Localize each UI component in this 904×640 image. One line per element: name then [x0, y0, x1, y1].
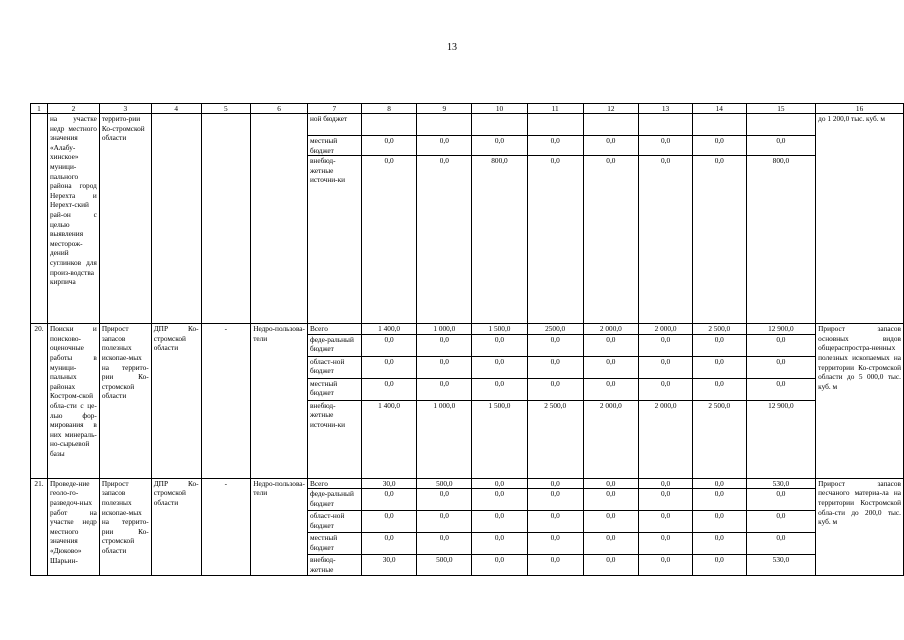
amount-cell: 0,0 — [527, 533, 583, 555]
row-number: 20. — [31, 324, 48, 479]
amount-cell: 0,0 — [417, 378, 472, 400]
column-header: 15 — [746, 104, 816, 114]
funding-source: област-ной бюджет — [307, 511, 361, 533]
funding-source: внебюд-жетные источни-ки — [307, 156, 361, 324]
amount-cell: 0,0 — [472, 533, 528, 555]
column-header: 9 — [417, 104, 472, 114]
amount-cell: 0,0 — [583, 533, 639, 555]
responsible-executor: ДПР Ко-стромской области — [151, 478, 201, 575]
amount-cell: 0,0 — [417, 489, 472, 511]
amount-cell: 0,0 — [472, 555, 528, 575]
amount-cell: 2 500,0 — [692, 324, 746, 335]
amount-cell: 0,0 — [527, 489, 583, 511]
amount-cell: 0,0 — [472, 478, 528, 489]
amount-cell: 12 900,0 — [746, 324, 816, 335]
column-header: 5 — [201, 104, 251, 114]
amount-cell: 0,0 — [417, 533, 472, 555]
amount-cell: 0,0 — [692, 555, 746, 575]
amount-cell: 0,0 — [583, 489, 639, 511]
participants: Недро-пользова-тели — [251, 478, 308, 575]
amount-cell: 0,0 — [527, 156, 583, 324]
amount-cell: 0,0 — [527, 555, 583, 575]
column-header: 6 — [251, 104, 308, 114]
amount-cell: 0,0 — [472, 136, 528, 156]
amount-cell: 2 000,0 — [583, 324, 639, 335]
co-executor: - — [201, 324, 251, 479]
amount-cell: 1 400,0 — [361, 324, 417, 335]
amount-cell: 0,0 — [417, 511, 472, 533]
column-header: 14 — [692, 104, 746, 114]
funding-source: ной бюджет — [307, 114, 361, 136]
amount-cell: 0,0 — [527, 378, 583, 400]
amount-cell: 0,0 — [746, 136, 816, 156]
amount-cell: 0,0 — [583, 356, 639, 378]
amount-cell: 0,0 — [527, 511, 583, 533]
amount-cell: 0,0 — [639, 334, 693, 356]
funding-source: Всего — [307, 324, 361, 335]
amount-cell: 2 000,0 — [639, 400, 693, 478]
amount-cell: 30,0 — [361, 478, 417, 489]
amount-cell: 530,0 — [746, 478, 816, 489]
row-number — [31, 114, 48, 324]
amount-cell: 0,0 — [746, 511, 816, 533]
amount-cell: 0,0 — [527, 478, 583, 489]
expected-result: Прирост запасов полезных ископае-мых на террито-рии Ко-стромской области — [99, 324, 151, 479]
amount-cell: 0,0 — [583, 555, 639, 575]
amount-cell: 2 000,0 — [639, 324, 693, 335]
funding-source: Всего — [307, 478, 361, 489]
row-number: 21. — [31, 478, 48, 575]
amount-cell: 0,0 — [692, 156, 746, 324]
amount-cell: 0,0 — [639, 533, 693, 555]
amount-cell: 0,0 — [746, 533, 816, 555]
amount-cell: 1 000,0 — [417, 324, 472, 335]
amount-cell: 0,0 — [417, 156, 472, 324]
program-table — [30, 103, 904, 576]
amount-cell: 0,0 — [583, 478, 639, 489]
amount-cell: 0,0 — [527, 136, 583, 156]
amount-cell: 0,0 — [527, 356, 583, 378]
amount-cell: 0,0 — [692, 478, 746, 489]
amount-cell: 0,0 — [417, 334, 472, 356]
amount-cell: 0,0 — [361, 334, 417, 356]
column-header: 1 — [31, 104, 48, 114]
amount-cell: 0,0 — [417, 136, 472, 156]
amount-cell: 0,0 — [527, 334, 583, 356]
amount-cell: 500,0 — [417, 478, 472, 489]
funding-source: внебюд-жетные — [307, 555, 361, 575]
amount-cell: 1 500,0 — [472, 324, 528, 335]
participants: Недро-пользова-тели — [251, 324, 308, 479]
co-executor: - — [201, 478, 251, 575]
measure-name: Поиски и поисково-оценочные работы в муници-пальных районах Костром-ской обла-сти с це-лью фор-мирования в них минераль-но-сырьевой базы — [47, 324, 99, 479]
amount-cell: 0,0 — [639, 378, 693, 400]
column-header: 11 — [527, 104, 583, 114]
amount-cell: 0,0 — [583, 334, 639, 356]
amount-cell: 0,0 — [361, 136, 417, 156]
amount-cell — [692, 114, 746, 136]
funding-source: област-ной бюджет — [307, 356, 361, 378]
amount-cell: 30,0 — [361, 555, 417, 575]
column-header: 7 — [307, 104, 361, 114]
responsible-executor — [151, 114, 201, 324]
amount-cell: 0,0 — [361, 511, 417, 533]
funding-source: местный бюджет — [307, 533, 361, 555]
amount-cell — [361, 114, 417, 136]
amount-cell — [527, 114, 583, 136]
amount-cell: 2 000,0 — [583, 400, 639, 478]
target-indicator: Прирост запасов основных видов общераспростра-ненных полезных ископаемых на территории Ко-стромской области до 5 000,0 тыс. куб. м — [816, 324, 904, 479]
amount-cell: 0,0 — [639, 356, 693, 378]
amount-cell: 0,0 — [583, 156, 639, 324]
amount-cell: 0,0 — [361, 489, 417, 511]
amount-cell: 0,0 — [472, 334, 528, 356]
header-row — [31, 104, 904, 114]
amount-cell: 2500,0 — [527, 324, 583, 335]
amount-cell: 0,0 — [746, 334, 816, 356]
amount-cell: 800,0 — [472, 156, 528, 324]
amount-cell: 0,0 — [746, 489, 816, 511]
amount-cell: 0,0 — [361, 156, 417, 324]
amount-cell: 0,0 — [692, 334, 746, 356]
co-executor — [201, 114, 251, 324]
funding-source: феде-ральный бюджет — [307, 334, 361, 356]
participants — [251, 114, 308, 324]
amount-cell: 0,0 — [361, 356, 417, 378]
amount-cell: 0,0 — [692, 533, 746, 555]
column-header: 12 — [583, 104, 639, 114]
funding-source: местный бюджет — [307, 136, 361, 156]
amount-cell: 530,0 — [746, 555, 816, 575]
target-indicator: до 1 200,0 тыс. куб. м — [816, 114, 904, 324]
column-header: 2 — [47, 104, 99, 114]
measure-name: Проведе-ние геоло-го-разведоч-ных работ на участке недр местного значения «Дюково» Шарьин- — [47, 478, 99, 575]
column-header: 16 — [816, 104, 904, 114]
table-row — [31, 478, 904, 489]
amount-cell: 0,0 — [639, 511, 693, 533]
amount-cell: 0,0 — [639, 478, 693, 489]
responsible-executor: ДПР Ко-стромской области — [151, 324, 201, 479]
amount-cell: 0,0 — [417, 356, 472, 378]
amount-cell: 0,0 — [361, 378, 417, 400]
amount-cell: 0,0 — [639, 489, 693, 511]
amount-cell: 2 500,0 — [692, 400, 746, 478]
table-row — [31, 114, 904, 136]
amount-cell: 0,0 — [472, 356, 528, 378]
column-header: 4 — [151, 104, 201, 114]
amount-cell — [417, 114, 472, 136]
amount-cell: 0,0 — [361, 533, 417, 555]
amount-cell: 1 500,0 — [472, 400, 528, 478]
table-row — [31, 324, 904, 335]
amount-cell: 1 400,0 — [361, 400, 417, 478]
amount-cell: 500,0 — [417, 555, 472, 575]
column-header: 3 — [99, 104, 151, 114]
amount-cell: 0,0 — [583, 136, 639, 156]
expected-result: Прирост запасов полезных ископае-мых на террито-рии Ко-стромской области — [99, 478, 151, 575]
amount-cell — [472, 114, 528, 136]
amount-cell — [639, 114, 693, 136]
amount-cell: 0,0 — [472, 378, 528, 400]
amount-cell: 0,0 — [692, 378, 746, 400]
amount-cell: 0,0 — [583, 378, 639, 400]
amount-cell: 0,0 — [692, 511, 746, 533]
funding-source: внебюд-жетные источни-ки — [307, 400, 361, 478]
column-header: 13 — [639, 104, 693, 114]
amount-cell: 0,0 — [639, 156, 693, 324]
amount-cell: 2 500,0 — [527, 400, 583, 478]
amount-cell: 0,0 — [692, 356, 746, 378]
amount-cell — [746, 114, 816, 136]
amount-cell: 0,0 — [583, 511, 639, 533]
column-header: 10 — [472, 104, 528, 114]
amount-cell — [583, 114, 639, 136]
amount-cell: 0,0 — [692, 136, 746, 156]
amount-cell: 1 000,0 — [417, 400, 472, 478]
amount-cell: 0,0 — [639, 555, 693, 575]
amount-cell: 0,0 — [692, 489, 746, 511]
amount-cell: 0,0 — [746, 378, 816, 400]
amount-cell: 800,0 — [746, 156, 816, 324]
target-indicator: Прирост запасов песчаного материа-ла на территории Костромской обла-сти до 200,0 тыс. куб. м — [816, 478, 904, 575]
expected-result: террито-рии Ко-стромской области — [99, 114, 151, 324]
funding-source: феде-ральный бюджет — [307, 489, 361, 511]
funding-source: местный бюджет — [307, 378, 361, 400]
measure-name: на участке недр местного значения «Алабу-хинское» муници-пального района город Нерехта и Нерехт-ский рай-он с целью выявления месторож-дений суглинков для произ-водства кирпича — [47, 114, 99, 324]
amount-cell: 0,0 — [472, 511, 528, 533]
amount-cell: 0,0 — [746, 356, 816, 378]
amount-cell: 0,0 — [472, 489, 528, 511]
column-header: 8 — [361, 104, 417, 114]
amount-cell: 12 900,0 — [746, 400, 816, 478]
amount-cell: 0,0 — [639, 136, 693, 156]
page-number: 13 — [447, 42, 457, 53]
